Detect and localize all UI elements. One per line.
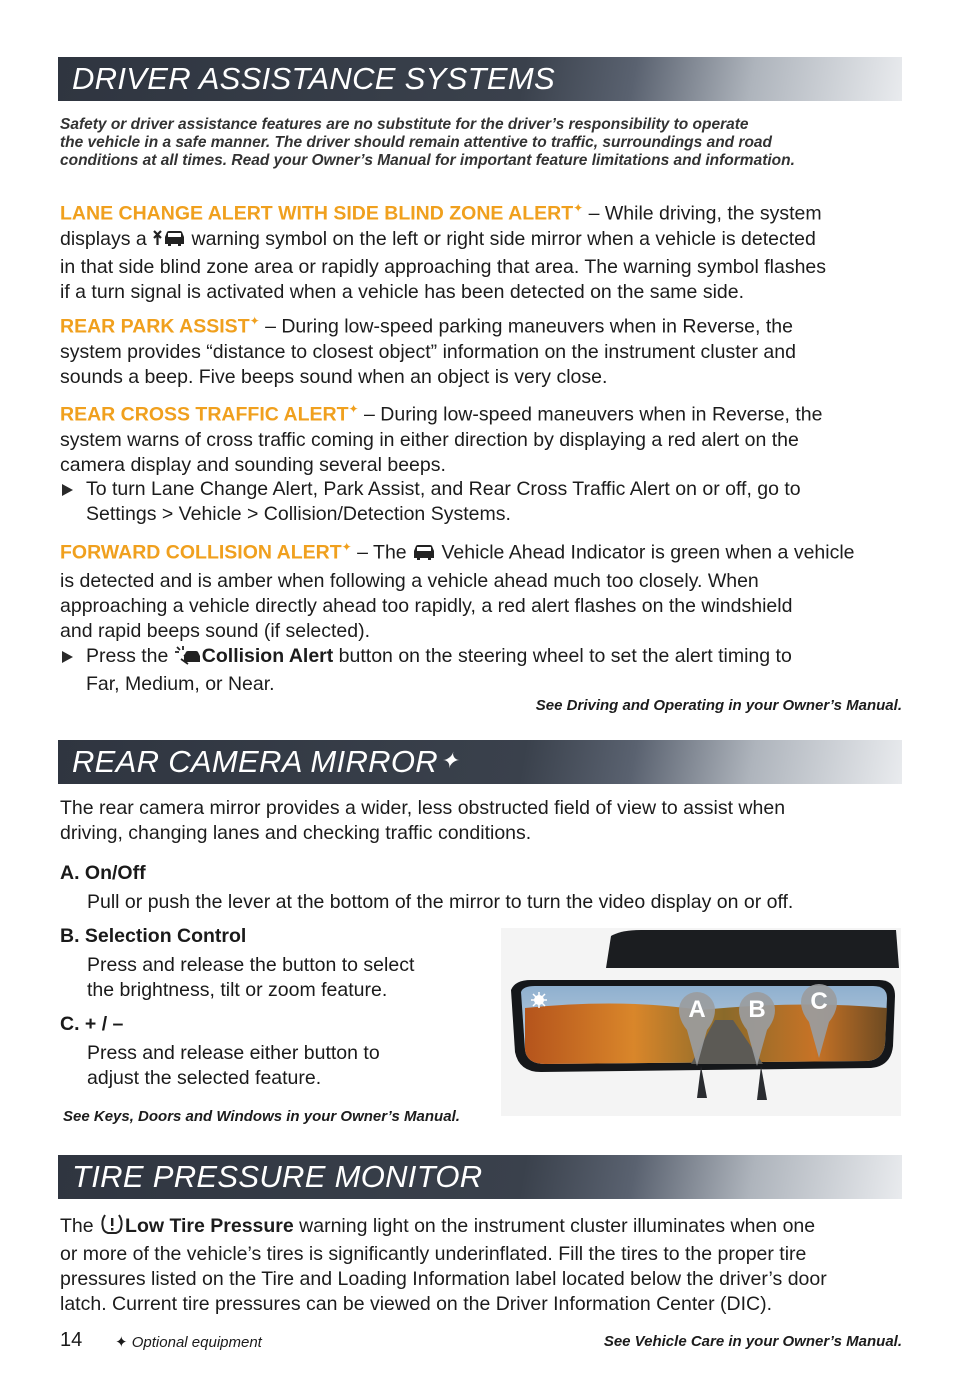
item-c-body: Press and release either button to adjust the selected feature. <box>87 1042 380 1089</box>
item-b-body: Press and release the button to select the brightness, tilt or zoom feature. <box>87 954 415 1001</box>
callout-c-pin: C <box>799 982 839 1060</box>
section-title: REAR CAMERA MIRROR✦ <box>72 744 459 779</box>
optional-mark: ✦ <box>439 748 459 773</box>
feature-heading: FORWARD COLLISION ALERT <box>60 541 342 564</box>
optional-mark: ✦ <box>249 314 260 328</box>
callout-a-pin: A <box>677 990 717 1068</box>
feature-heading: REAR PARK ASSIST <box>60 315 250 338</box>
lane-change-alert-paragraph: LANE CHANGE ALERT WITH SIDE BLIND ZONE ALERT✦ – While driving, the system displays a warning symbol on the left or right side mirror when a vehicle is detected in that side blind zone area or rapidly approaching that area. The warning symbol flashes if a turn signal is activated when a vehicle has been detected on the same side. <box>60 201 827 303</box>
settings-bullet: To turn Lane Change Alert, Park Assist, and Rear Cross Traffic Alert on or off, go to Settings > Vehicle > Collision/Detection Systems. <box>60 477 902 527</box>
side-blind-zone-icon <box>152 228 186 255</box>
collision-alert-bullet: Press the Collision Alert button on the steering wheel to set the alert timing to Far, Medium, or Near. <box>60 644 902 697</box>
vehicle-ahead-icon <box>412 542 436 569</box>
section-banner-driver-assistance <box>58 57 902 101</box>
low-tire-pressure-icon <box>99 1213 125 1242</box>
rear-camera-mirror-photo <box>501 928 901 1116</box>
callout-b-pin: B <box>737 990 777 1068</box>
feature-heading: REAR CROSS TRAFFIC ALERT <box>60 403 349 426</box>
section-banner-tire-pressure <box>58 1155 902 1199</box>
item-a-body: Pull or push the lever at the bottom of the mirror to turn the video display on or off. <box>87 891 794 913</box>
section-title: TIRE PRESSURE MONITOR <box>72 1159 483 1194</box>
optional-mark: ✦ <box>573 201 584 215</box>
rear-park-assist-paragraph: REAR PARK ASSIST✦ – During low-speed parking maneuvers when in Reverse, the system provides “distance to closest object” information on the instrument cluster and sounds a beep. Five beeps sound when an object is very close. <box>60 314 796 388</box>
optional-mark: ✦ <box>115 1334 128 1351</box>
collision-alert-icon <box>174 645 202 672</box>
section-title: DRIVER ASSISTANCE SYSTEMS <box>72 61 555 96</box>
page-number: 14 <box>60 1329 83 1351</box>
item-b-label: B. Selection Control <box>60 925 247 947</box>
tire-pressure-paragraph: The Low Tire Pressure warning light on the instrument cluster illuminates when one or more of the vehicle’s tires is significantly underinflated. Fill the tires to the proper tire pressures listed on the Tire and Loading Information label located below the driver’s door latch. Current tire pressures can be viewed on the Driver Information Center (DIC). <box>60 1215 827 1315</box>
rear-cross-traffic-alert-paragraph: REAR CROSS TRAFFIC ALERT✦ – During low-speed maneuvers when in Reverse, the system warns of cross traffic coming in either direction by displaying a red alert on the camera display and sounding several beeps. <box>60 402 823 476</box>
manual-reference: See Driving and Operating in your Owner’s Manual. <box>535 697 902 714</box>
item-a-label: A. On/Off <box>60 862 146 884</box>
mirror-intro: The rear camera mirror provides a wider, less obstructed field of view to assist when driving, changing lanes and checking traffic conditions. <box>60 797 786 844</box>
section-banner-rear-camera-mirror <box>58 740 902 784</box>
bullet-arrow-icon <box>62 651 73 663</box>
manual-reference: See Keys, Doors and Windows in your Owner’s Manual. <box>63 1108 460 1125</box>
optional-mark: ✦ <box>348 402 359 416</box>
manual-reference: See Vehicle Care in your Owner’s Manual. <box>603 1333 902 1350</box>
safety-disclaimer: Safety or driver assistance features are no substitute for the driver’s responsibility to operate the vehicle in a safe manner. The driver should remain attentive to traffic, surroundings and road conditions at all times. Read your Owner’s Manual for important feature limitations and information. <box>60 116 795 169</box>
optional-mark: ✦ <box>341 540 352 554</box>
bullet-arrow-icon <box>62 484 73 496</box>
item-c-label: C. + / – <box>60 1013 124 1035</box>
forward-collision-alert-paragraph: FORWARD COLLISION ALERT✦ – The Vehicle Ahead Indicator is green when a vehicle is detected and is amber when following a vehicle ahead much too closely. When approaching a vehicle directly ahead too rapidly, a red alert flashes on the windshield and rapid beeps sound (if selected). <box>60 540 855 642</box>
optional-equipment-note: ✦ Optional equipment <box>115 1334 262 1351</box>
feature-heading: LANE CHANGE ALERT WITH SIDE BLIND ZONE ALERT <box>60 202 574 225</box>
